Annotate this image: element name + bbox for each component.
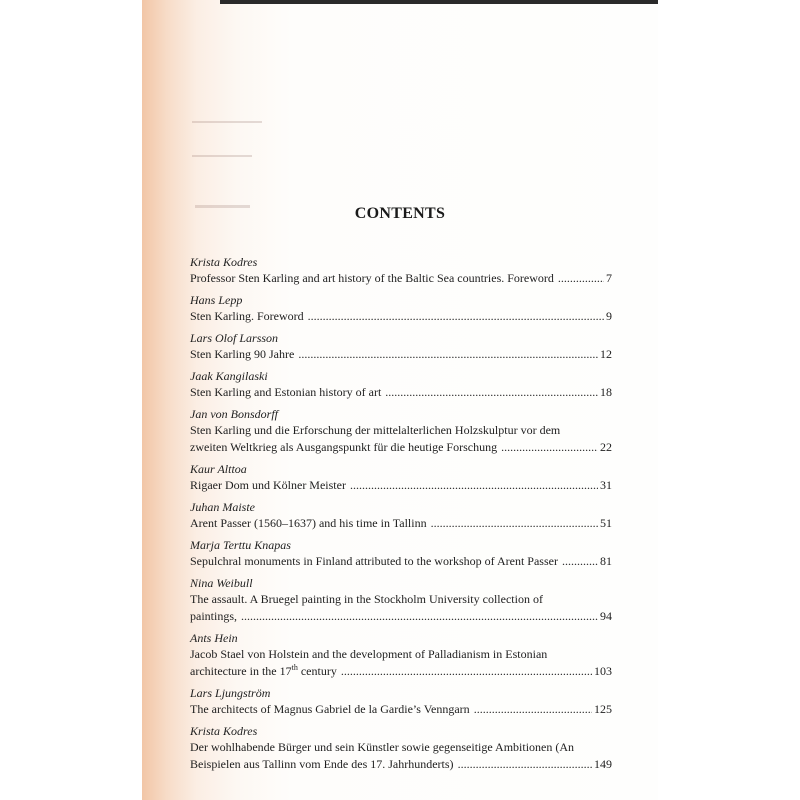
toc-entry xyxy=(190,630,612,680)
dot-leader xyxy=(458,756,592,773)
toc-title-line: Sten Karling und die Erforschung der mittelalterlichen Holzskulptur vor dem xyxy=(190,423,561,437)
dot-leader xyxy=(385,384,598,401)
toc-title: Rigaer Dom und Kölner Meister xyxy=(190,478,346,492)
dot-leader xyxy=(431,515,598,532)
toc-entry xyxy=(190,292,612,325)
dot-leader xyxy=(562,553,598,570)
toc-title-line xyxy=(190,515,612,532)
toc-title-line xyxy=(190,701,612,718)
show-through-mark xyxy=(192,155,252,157)
table-of-contents xyxy=(190,254,612,773)
toc-author: Ants Hein xyxy=(190,631,238,645)
toc-author: Jaak Kangilaski xyxy=(190,369,268,383)
toc-page-number: 81 xyxy=(600,554,612,568)
toc-entry xyxy=(190,368,612,401)
toc-title-line xyxy=(190,346,612,363)
toc-title-line xyxy=(190,553,612,570)
toc-title: The architects of Magnus Gabriel de la Gardie’s Venngarn xyxy=(190,702,470,716)
toc-title-line: Der wohlhabende Bürger und sein Künstler sowie gegenseitige Ambitionen (An xyxy=(190,740,575,754)
toc-entry xyxy=(190,723,612,773)
toc-entry xyxy=(190,461,612,494)
toc-author: Nina Weibull xyxy=(190,576,253,590)
toc-title: zweiten Weltkrieg als Ausgangspunkt für die heutige Forschung xyxy=(190,440,498,454)
toc-page-number: 94 xyxy=(600,609,612,623)
toc-page-number: 22 xyxy=(600,440,612,454)
toc-page-number: 125 xyxy=(594,702,612,716)
toc-title-line xyxy=(190,756,612,773)
toc-author: Krista Kodres xyxy=(190,255,258,269)
toc-entry xyxy=(190,575,612,625)
toc-page-number: 7 xyxy=(606,271,612,285)
dot-leader xyxy=(350,477,598,494)
toc-title-line: Jacob Stael von Holstein and the development of Palladianism in Estonian xyxy=(190,647,548,661)
show-through-mark xyxy=(192,121,262,123)
toc-title: Sten Karling 90 Jahre xyxy=(190,347,295,361)
toc-title: Beispielen aus Tallinn vom Ende des 17. Jahrhunderts) xyxy=(190,757,454,771)
toc-page-number: 12 xyxy=(600,347,612,361)
toc-page-number: 103 xyxy=(594,664,612,678)
dot-leader xyxy=(341,663,592,680)
toc-title: paintings, xyxy=(190,609,237,623)
toc-entry xyxy=(190,685,612,718)
dot-leader xyxy=(558,270,604,287)
toc-author: Krista Kodres xyxy=(190,724,258,738)
dot-leader xyxy=(474,701,592,718)
toc-entry xyxy=(190,499,612,532)
toc-page-number: 31 xyxy=(600,478,612,492)
toc-author: Marja Terttu Knapas xyxy=(190,538,291,552)
toc-title: architecture in the 17th century xyxy=(190,663,337,678)
toc-title: Arent Passer (1560–1637) and his time in Tallinn xyxy=(190,516,427,530)
toc-title: Sten Karling and Estonian history of art xyxy=(190,385,382,399)
toc-title: Professor Sten Karling and art history of the Baltic Sea countries. Foreword xyxy=(190,271,554,285)
toc-title-line: The assault. A Bruegel painting in the Stockholm University collection of xyxy=(190,592,543,606)
toc-title-line xyxy=(190,308,612,325)
toc-page-number: 51 xyxy=(600,516,612,530)
toc-entry xyxy=(190,254,612,287)
toc-entry xyxy=(190,330,612,363)
toc-author: Lars Ljungström xyxy=(190,686,271,700)
toc-title-line xyxy=(190,477,612,494)
toc-author: Kaur Alttoa xyxy=(190,462,247,476)
contents-title: CONTENTS xyxy=(354,205,446,222)
toc-title-line xyxy=(190,608,612,625)
dot-leader xyxy=(308,308,604,325)
toc-title: Sepulchral monuments in Finland attributed to the workshop of Arent Passer xyxy=(190,554,558,568)
toc-page-number: 149 xyxy=(594,757,612,771)
toc-title-line xyxy=(190,384,612,401)
toc-title-line xyxy=(190,663,612,680)
toc-entry xyxy=(190,406,612,456)
toc-title: Sten Karling. Foreword xyxy=(190,309,304,323)
toc-entry xyxy=(190,537,612,570)
toc-page-number: 9 xyxy=(606,309,612,323)
toc-author: Juhan Maiste xyxy=(190,500,255,514)
page-edge-shadow xyxy=(220,0,658,4)
dot-leader xyxy=(298,346,598,363)
toc-author: Jan von Bonsdorff xyxy=(190,407,278,421)
dot-leader xyxy=(501,439,598,456)
dot-leader xyxy=(241,608,598,625)
toc-page-number: 18 xyxy=(600,385,612,399)
toc-title-line xyxy=(190,270,612,287)
toc-author: Lars Olof Larsson xyxy=(190,331,279,345)
toc-title-line xyxy=(190,439,612,456)
toc-author: Hans Lepp xyxy=(190,293,243,307)
